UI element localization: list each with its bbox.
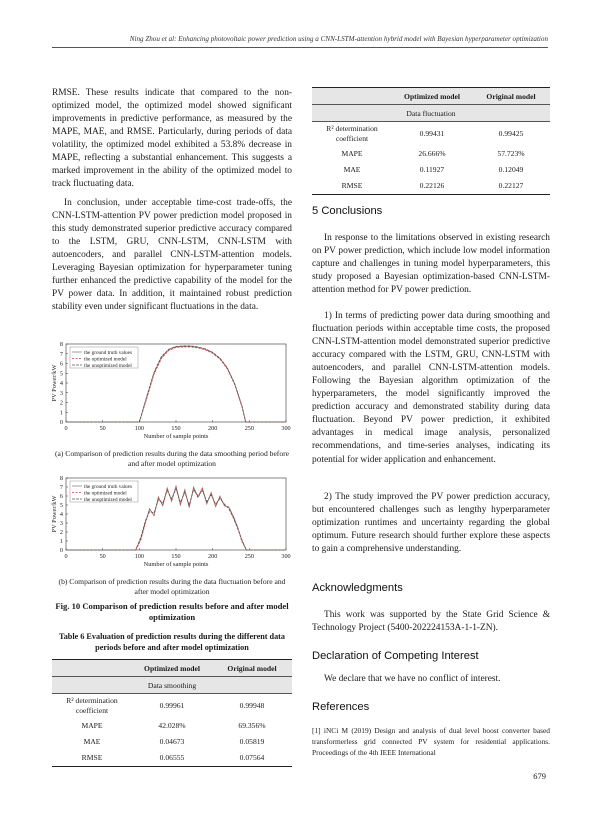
table6-cell: 0.06555	[132, 750, 212, 767]
y-tick-label: 0	[59, 547, 63, 554]
declaration-heading: Declaration of Competing Interest	[312, 650, 479, 662]
table-top-row-label: MAPE	[341, 149, 363, 158]
page-number: 679	[533, 771, 546, 781]
conclusion-paragraph-2: 1) In terms of predicting power data during smoothing and fluctuation periods within acceptable time costs, the proposed CNN-LSTM-attention model demonstrated superior predictive accuracy compared with the LSTM, GRU, CNN-LSTM with autoencoders, and parallel CNN-LSTM-attention models. Following the Bayesian algorithm optimization of the hyperparameters, the model significantly improved the prediction accuracy and demonstrated stability during data fluctuation. Beyond PV power prediction, it exhibited advantages in medical image analysis, personalized recommendations, and time-series analyses, indicating its potential for wider application and enhancement.	[312, 311, 550, 465]
chart-b	[52, 472, 292, 576]
header-rule	[52, 47, 548, 48]
x-tick-label: 50	[99, 553, 106, 560]
y-tick-label: 7	[59, 484, 63, 491]
x-tick-label: 0	[64, 553, 68, 560]
y-tick-label: 8	[59, 341, 63, 348]
left-paragraph-2: In conclusion, under acceptable time-cost trade-offs, the CNN-LSTM-attention PV power prediction model proposed in this study demonstrated superior predictive accuracy compared to the LSTM, GRU, CNN-LSTM, CNN-LSTM with autoencoders, and parallel CNN-LSTM-attention models. Leveraging Bayesian optimization for hyperparameter tuning further enhanced the predictive capability of the model for the PV power data. In addition, it maintained robust prediction stability even under significant fluctuations in the data.	[52, 198, 292, 313]
y-axis-label: PV Power/kW	[51, 364, 58, 402]
y-tick-label: 4	[59, 380, 63, 387]
y-tick-label: 6	[59, 360, 63, 368]
y-tick-label: 2	[59, 529, 63, 536]
y-tick-label: 7	[59, 350, 63, 358]
section-5-heading: 5 Conclusions	[312, 205, 383, 217]
table6-col2: Original model	[212, 660, 292, 677]
x-tick-label: 50	[99, 425, 106, 432]
table-top-cell: 0.99431	[392, 122, 472, 146]
table6-cell: 0.99948	[212, 694, 292, 718]
legend-entry: the optimized model	[84, 490, 127, 497]
table-top-cell: 26.666%	[418, 149, 446, 158]
table6-cell: 0.99961	[132, 694, 212, 718]
x-tick-label: 250	[244, 425, 254, 432]
table6-row-label: MAPE	[81, 721, 103, 730]
table-top-cell: 0.11927	[419, 165, 445, 174]
table6-col1: Optimized model	[132, 660, 212, 677]
table6-cell: 0.07564	[212, 750, 292, 767]
references-heading: References	[312, 701, 370, 713]
table-top-row-label: MAE	[343, 165, 361, 174]
table-top-cell: 0.12049	[498, 165, 524, 174]
table-top-cell: 57.723%	[497, 149, 525, 158]
subcaption-a: (a) Comparison of prediction results during the data smoothing period before and after model optimization	[54, 449, 290, 468]
table6	[52, 659, 292, 767]
y-tick-label: 0	[59, 419, 63, 426]
subcaption-b: (b) Comparison of prediction results during the data fluctuation before and after model optimization	[58, 577, 286, 596]
table6-cell: 69.356%	[238, 721, 266, 730]
y-tick-label: 3	[59, 520, 63, 527]
x-axis-label: Number of sample points	[143, 561, 209, 568]
x-tick-label: 250	[244, 553, 254, 560]
table6-continued	[312, 87, 550, 195]
acknowledgments-text: This work was supported by the State Grid Science & Technology Project (5400-202224153A-1-1-ZN).	[312, 610, 550, 634]
legend-entry: the ground truth values	[84, 349, 132, 356]
x-tick-label: 0	[64, 425, 68, 432]
table-top-cell: 0.22127	[472, 178, 550, 195]
table6-title: Table 6 Evaluation of prediction results during the different data periods before and after model optimization	[58, 632, 285, 652]
y-tick-label: 5	[59, 502, 63, 509]
table-top-row-label: RMSE	[312, 178, 392, 195]
legend-entry: the optimized model	[84, 356, 127, 363]
y-tick-label: 1	[59, 538, 63, 545]
table6-row-label: R² determination coefficient	[52, 694, 132, 718]
running-header: Ning Zhou et al: Enhancing photovoltaic power prediction using a CNN-LSTM-attention hybrid model with Bayesian hyperparameter optimization	[129, 35, 548, 43]
acknowledgments-heading: Acknowledgments	[312, 582, 403, 594]
y-tick-label: 3	[59, 389, 63, 397]
x-tick-label: 200	[208, 425, 218, 432]
x-tick-label: 150	[171, 553, 181, 560]
y-tick-label: 4	[59, 511, 63, 518]
legend-entry: the ground truth values	[84, 483, 132, 490]
table6-row-label: RMSE	[52, 750, 132, 767]
table6-section: Data smoothing	[52, 677, 292, 694]
y-tick-label: 6	[59, 493, 63, 500]
x-tick-label: 300	[281, 553, 291, 560]
chart-a	[52, 338, 292, 448]
conclusion-paragraph-1: In response to the limitations observed in existing research on PV power prediction, which include low model information capture and challenges in tuning model hyperparameters, this study proposed a Bayesian optimization-based CNN-LSTM-attention method for PV power prediction.	[312, 233, 550, 296]
table6-cell: 42.028%	[158, 721, 186, 730]
x-tick-label: 100	[134, 553, 144, 560]
legend-entry: the unoptimized model	[84, 362, 132, 369]
table-top-cell: 0.99425	[472, 122, 550, 146]
y-tick-label: 5	[59, 370, 63, 378]
x-axis-label: Number of sample points	[143, 433, 209, 440]
table-top-col1: Optimized model	[392, 88, 472, 105]
y-tick-label: 8	[59, 475, 63, 482]
table6-row-label: MAE	[83, 737, 101, 746]
legend-entry: the unoptimized model	[84, 496, 132, 503]
reference-1: [1] iNCi M (2019) Design and analysis of dual level boost converter based transformerless grid connected PV system for residential applications. Proceedings of the 4th IEEE International	[312, 726, 550, 758]
x-tick-label: 150	[171, 425, 181, 432]
y-tick-label: 1	[59, 409, 63, 417]
table-top-section: Data fluctuation	[312, 105, 550, 122]
x-tick-label: 100	[134, 425, 144, 432]
left-paragraph-1: RMSE. These results indicate that compared to the non-optimized model, the optimized model showed significant improvements in predictive performance, as measured by the MAPE, MAE, and RMSE. Particularly, during periods of data volatility, the optimized model exhibited a 53.8% decrease in MAPE, reflecting a substantial enhancement. This suggests a marked improvement in the ability of the optimized model to track fluctuating data.	[52, 88, 292, 190]
x-tick-label: 300	[281, 425, 291, 432]
table6-cell: 0.04673	[159, 737, 185, 746]
table-top-col2: Original model	[472, 88, 550, 105]
y-axis-label: PV Power/kW	[51, 495, 58, 533]
y-tick-label: 2	[59, 399, 63, 407]
table6-cell: 0.05819	[239, 737, 265, 746]
table-top-cell: 0.22126	[392, 178, 472, 195]
figure-caption: Fig. 10 Comparison of prediction results before and after model optimization	[55, 601, 289, 622]
conclusion-paragraph-3: 2) The study improved the PV power prediction accuracy, but encountered challenges such as lengthy hyperparameter optimization runtimes and uncertainty regarding the global optimum. Future research should further explore these aspects to gain a comprehensive understanding.	[312, 492, 550, 555]
x-tick-label: 200	[208, 553, 218, 560]
declaration-text: We declare that we have no conflict of interest.	[324, 674, 501, 684]
table-top-row-label: R² determination coefficient	[312, 122, 392, 146]
